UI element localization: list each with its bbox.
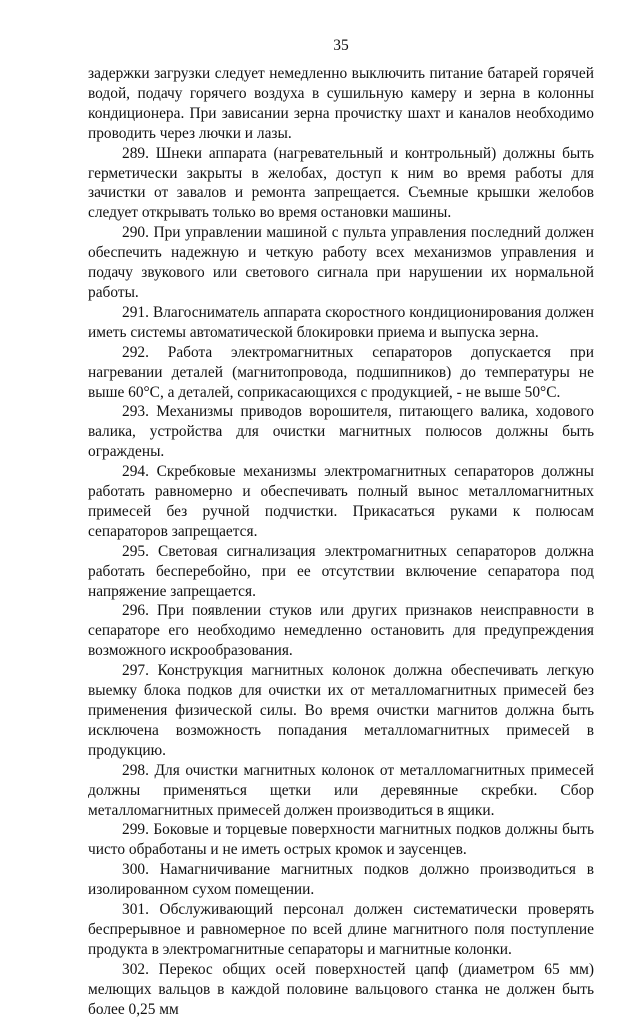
paragraph-continuation: задержки загрузки следует немедленно выключить питание батарей горячей водой, подачу горячего воздуха в сушильную камеру и зерна в колонны кондиционера. При зависании зерна прочистку шахт и каналов необходимо проводить через лючки и лазы.: [88, 65, 594, 142]
page-number: 35: [333, 37, 349, 54]
paragraph-297: 297. Конструкция магнитных колонок должна обеспечивать легкую выемку блока подков для очистки их от металломагнитных примесей без применения физической силы. Во время очистки магнитов должна быть исключена возможность попадания металломагнитных примесей в продукцию.: [88, 662, 594, 759]
paragraph-291: 291. Влагосниматель аппарата скоростного кондиционирования должен иметь системы автоматической блокировки приема и выпуска зерна.: [88, 303, 594, 341]
paragraph-295: 295. Световая сигнализация электромагнитных сепараторов должна работать бесперебойно, при ее отсутствии включение сепаратора под напряжение запрещается.: [88, 542, 594, 600]
paragraph-300: 300. Намагничивание магнитных подков должно производиться в изолированном сухом помещении.: [88, 861, 594, 899]
paragraph-293: 293. Механизмы приводов ворошителя, питающего валика, ходового валика, устройства для очистки магнитных полюсов должны быть ограждены.: [88, 403, 594, 461]
paragraph-292: 292. Работа электромагнитных сепараторов допускается при нагревании деталей (магнитопровода, подшипников) до температуры не выше 60°C, а деталей, соприкасающихся с продукцией, - не выше 50°C.: [88, 343, 594, 401]
paragraph-301: 301. Обслуживающий персонал должен систематически проверять беспрерывное и равномерное по всей длине магнитного поля поступление продукта в электромагнитные сепараторы и магнитные колонки.: [88, 901, 594, 958]
paragraph-298: 298. Для очистки магнитных колонок от металломагнитных примесей должны применяться щетки или деревянные скребки. Сбор металломагнитных примесей должен производиться в ящики.: [88, 761, 594, 819]
paragraph-290: 290. При управлении машиной с пульта управления последний должен обеспечить надежную и четкую работу всех механизмов управления и подачу звукового или светового сигнала при нарушении их нормальной работы.: [88, 224, 594, 301]
paragraph-289: 289. Шнеки аппарата (нагревательный и контрольный) должны быть герметически закрыты в желобах, доступ к ним во время работы для зачистки от завалов и ремонта запрещается. Съемные крышки желобов следует открывать только во время остановки машины.: [88, 144, 594, 222]
paragraph-296: 296. При появлении стуков или других признаков неисправности в сепараторе его необходимо немедленно остановить для предупреждения возможного искрообразования.: [88, 602, 594, 660]
paragraph-294: 294. Скребковые механизмы электромагнитных сепараторов должны работать равномерно и обеспечивать полный вынос металломагнитных примесей без ручной подчистки. Прикасаться руками к полюсам сепараторов запрещается.: [88, 463, 594, 540]
paragraph-302: 302. Перекос общих осей поверхностей цапф (диаметром 65 мм) мелющих вальцов в каждой половине вальцового станка не должен быть более 0,25 мм: [88, 960, 594, 1018]
paragraph-299: 299. Боковые и торцевые поверхности магнитных подков должны быть чисто обработаны и не иметь острых кромок и заусенцев.: [88, 821, 594, 859]
